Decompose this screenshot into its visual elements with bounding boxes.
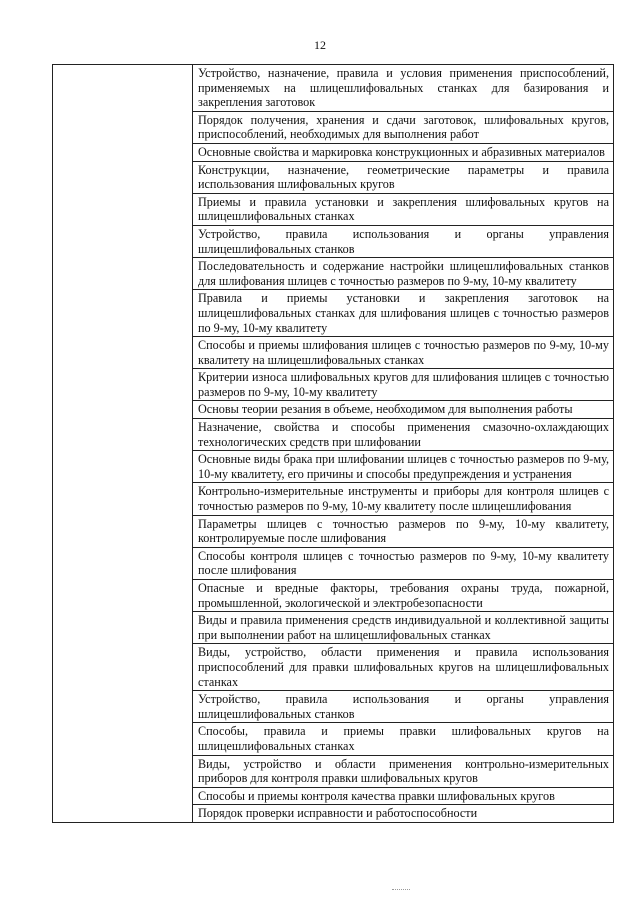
table-cell: Устройство, правила использования и органы управления шлицешлифовальных станков [193,225,614,257]
table-cell: Способы, правила и приемы правки шлифовальных кругов на шлицешлифовальных станках [193,723,614,755]
table-cell: Виды, устройство и области применения контрольно-измерительных приборов для контроля правки шлифовальных кругов [193,755,614,787]
table-cell: Последовательность и содержание настройки шлицешлифовальных станков для шлифования шлицев с точностью размеров по 9-му, 10-му квалитету [193,258,614,290]
table-left-cell [53,65,193,823]
table-cell: Контрольно-измерительные инструменты и приборы для контроля шлицев с точностью размеров по 9-му, 10-му квалитету после шлицешлифования [193,483,614,515]
table-cell: Критерии износа шлифовальных кругов для шлифования шлицев с точностью размеров по 9-му, 10-му квалитету [193,369,614,401]
table-cell: Устройство, правила использования и органы управления шлицешлифовальных станков [193,691,614,723]
table-cell: Порядок проверки исправности и работоспособности [193,805,614,823]
table-cell: Правила и приемы установки и закрепления заготовок на шлицешлифовальных станках для шлифования шлицев с точностью размеров по 9-му, 10-му квалитету [193,290,614,337]
table-cell: Приемы и правила установки и закрепления шлифовальных кругов на шлицешлифовальных станках [193,193,614,225]
table-cell: Основные свойства и маркировка конструкционных и абразивных материалов [193,143,614,161]
table-cell: Назначение, свойства и способы применения смазочно-охлаждающих технологических средств при шлифовании [193,419,614,451]
table-cell: Порядок получения, хранения и сдачи заготовок, шлифовальных кругов, приспособлений, необходимых для выполнения работ [193,111,614,143]
table-cell: Виды, устройство, области применения и правила использования приспособлений для правки шлифовальных кругов на шлицешлифовальных станках [193,644,614,691]
table-cell: Параметры шлицев с точностью размеров по 9-му, 10-му квалитету, контролируемые после шлифования [193,515,614,547]
table-cell: Конструкции, назначение, геометрические параметры и правила использования шлифовальных кругов [193,161,614,193]
scan-mark [392,889,410,890]
table-cell: Устройство, назначение, правила и условия применения приспособлений, применяемых на шлицешлифовальных станках для базирования и закрепления заготовок [193,65,614,112]
table-cell: Способы и приемы контроля качества правки шлифовальных кругов [193,787,614,805]
table-cell: Способы контроля шлицев с точностью размеров по 9-му, 10-му квалитету после шлифования [193,547,614,579]
knowledge-table [52,64,614,823]
table-cell: Основы теории резания в объеме, необходимом для выполнения работы [193,401,614,419]
page-number: 12 [314,38,326,52]
table-cell: Способы и приемы шлифования шлицев с точностью размеров по 9-му, 10-му квалитету на шлицешлифовальных станках [193,337,614,369]
table-cell: Опасные и вредные факторы, требования охраны труда, пожарной, промышленной, экологической и электробезопасности [193,580,614,612]
table-cell: Виды и правила применения средств индивидуальной и коллективной защиты при выполнении работ на шлицешлифовальных станках [193,612,614,644]
table-cell: Основные виды брака при шлифовании шлицев с точностью размеров по 9-му, 10-му квалитету, его причины и способы предупреждения и устранения [193,451,614,483]
table-row [53,65,614,112]
